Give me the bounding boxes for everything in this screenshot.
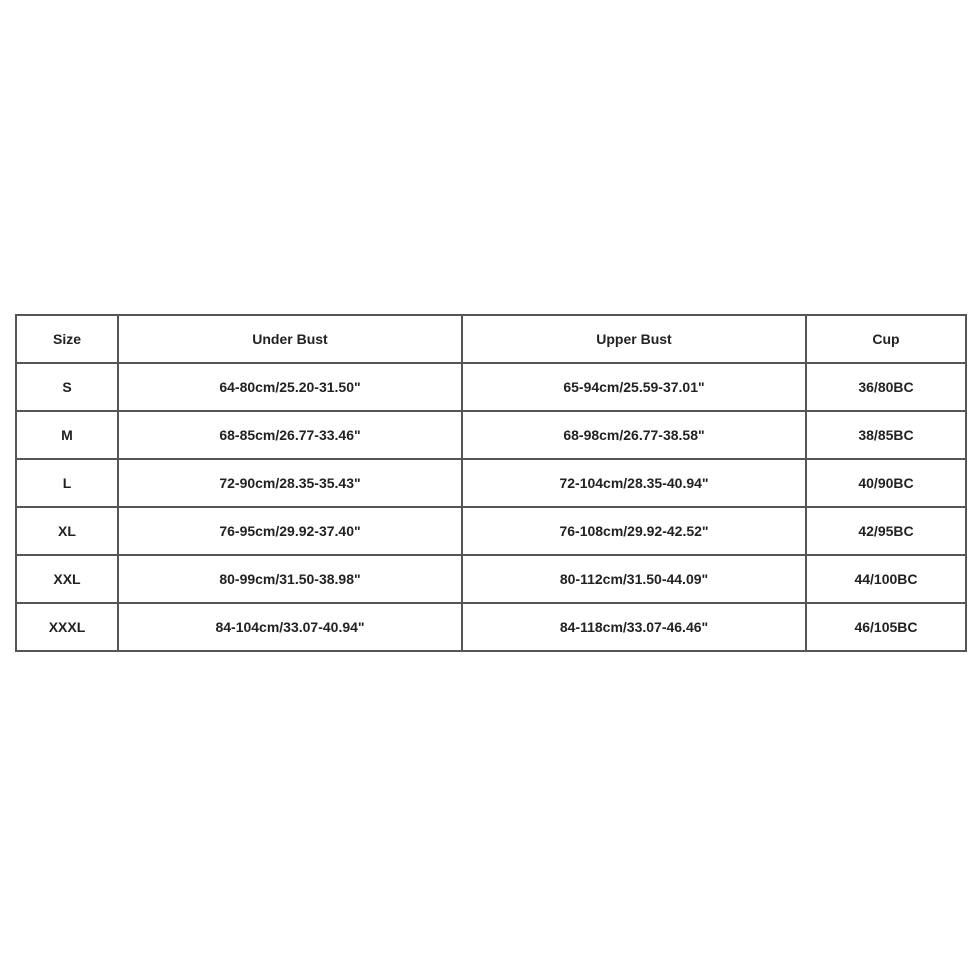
- cell-size: XXL: [16, 555, 118, 603]
- size-chart-table: [15, 314, 967, 652]
- cell-under-bust: 72-90cm/28.35-35.43": [118, 459, 462, 507]
- cell-under-bust: 68-85cm/26.77-33.46": [118, 411, 462, 459]
- cell-under-bust: 76-95cm/29.92-37.40": [118, 507, 462, 555]
- header-under-bust: Under Bust: [118, 315, 462, 363]
- cell-size: XL: [16, 507, 118, 555]
- cell-size: XXXL: [16, 603, 118, 651]
- cell-cup: 36/80BC: [806, 363, 966, 411]
- cell-size: L: [16, 459, 118, 507]
- cell-size: S: [16, 363, 118, 411]
- table-row: [16, 411, 966, 459]
- table-row: [16, 507, 966, 555]
- header-upper-bust: Upper Bust: [462, 315, 806, 363]
- cell-upper-bust: 72-104cm/28.35-40.94": [462, 459, 806, 507]
- table-row: [16, 555, 966, 603]
- cell-cup: 44/100BC: [806, 555, 966, 603]
- header-size: Size: [16, 315, 118, 363]
- cell-cup: 46/105BC: [806, 603, 966, 651]
- cell-upper-bust: 84-118cm/33.07-46.46": [462, 603, 806, 651]
- cell-under-bust: 80-99cm/31.50-38.98": [118, 555, 462, 603]
- cell-cup: 38/85BC: [806, 411, 966, 459]
- table-row: [16, 363, 966, 411]
- cell-upper-bust: 65-94cm/25.59-37.01": [462, 363, 806, 411]
- table-row: [16, 603, 966, 651]
- cell-cup: 42/95BC: [806, 507, 966, 555]
- cell-upper-bust: 68-98cm/26.77-38.58": [462, 411, 806, 459]
- cell-under-bust: 64-80cm/25.20-31.50": [118, 363, 462, 411]
- table-row: [16, 459, 966, 507]
- table-header-row: [16, 315, 966, 363]
- cell-upper-bust: 80-112cm/31.50-44.09": [462, 555, 806, 603]
- cell-cup: 40/90BC: [806, 459, 966, 507]
- cell-upper-bust: 76-108cm/29.92-42.52": [462, 507, 806, 555]
- cell-under-bust: 84-104cm/33.07-40.94": [118, 603, 462, 651]
- cell-size: M: [16, 411, 118, 459]
- header-cup: Cup: [806, 315, 966, 363]
